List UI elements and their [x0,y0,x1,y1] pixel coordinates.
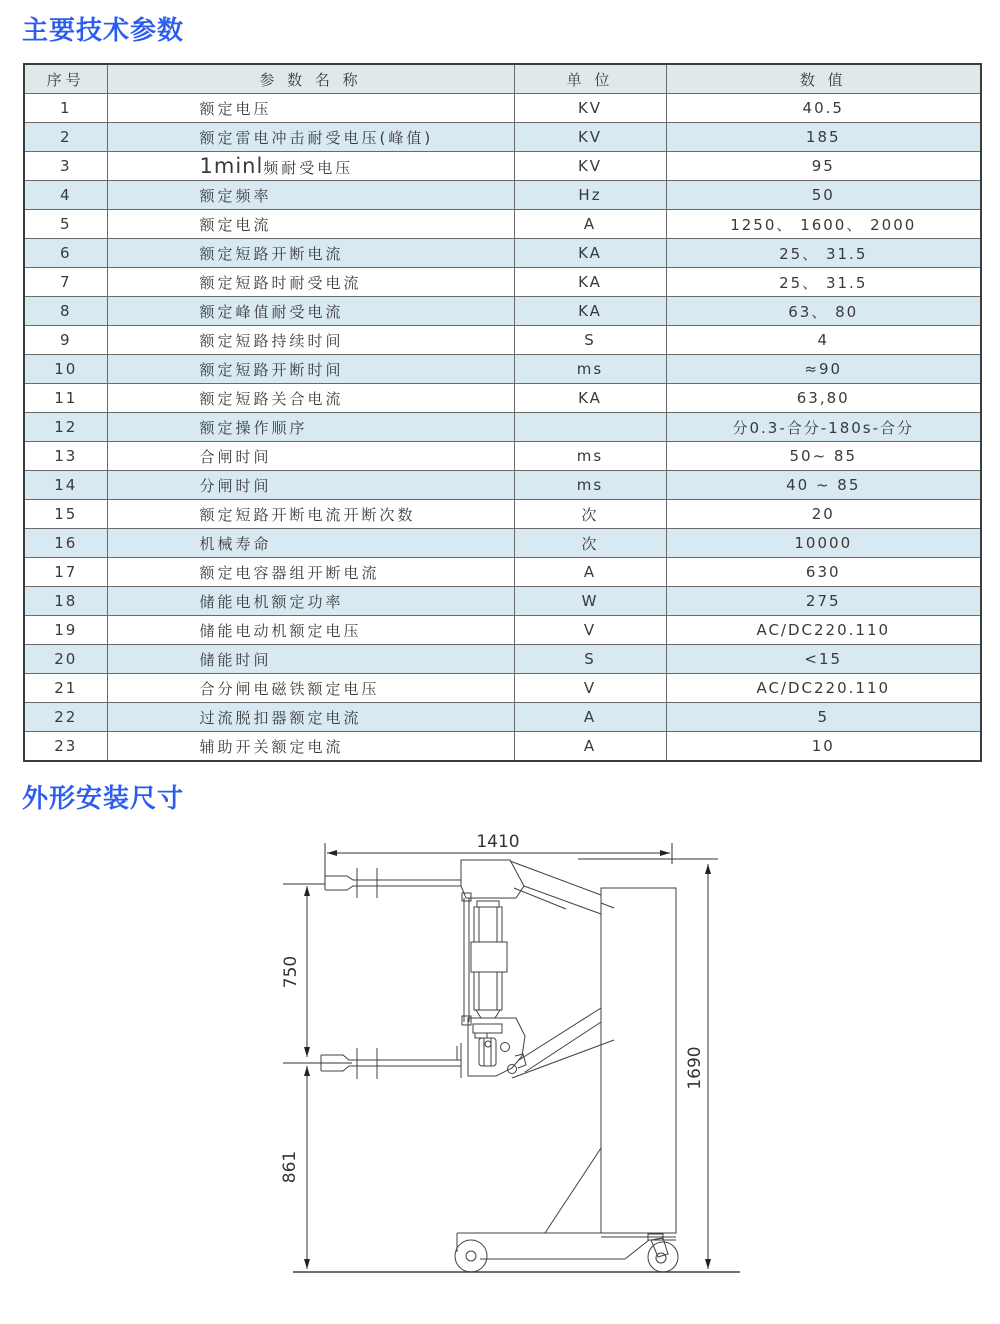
upper-link-arm [510,861,601,895]
cell-value: 630 [666,558,981,587]
table-row [24,558,981,587]
cell-value: ≈90 [666,355,981,384]
frame-rail-block [462,1016,471,1025]
cell-value: 275 [666,587,981,616]
cell-name: 额定频率 [107,181,514,210]
cell-index: 8 [24,297,107,326]
cell-name: 额定峰值耐受电流 [107,297,514,326]
table-row [24,94,981,123]
arrowhead [705,1259,711,1269]
cell-index: 10 [24,355,107,384]
cell-name: 储能电机额定功率 [107,587,514,616]
cabinet [601,888,676,1233]
header-value: 数 值 [666,64,981,94]
table-row [24,732,981,762]
cell-unit: V [514,616,666,645]
table-row [24,703,981,732]
cell-unit: W [514,587,666,616]
cell-name: 机械寿命 [107,529,514,558]
table-row [24,384,981,413]
cell-value: 分0.3-合分-180s-合分 [666,413,981,442]
header-name: 参 数 名 称 [107,64,514,94]
cell-value: 10 [666,732,981,762]
cell-unit: ms [514,355,666,384]
cell-unit: ms [514,442,666,471]
cell-unit: KV [514,123,666,152]
table-row [24,529,981,558]
insulator-lower [474,972,502,1010]
cell-index: 14 [24,471,107,500]
cell-name: 额定短路持续时间 [107,326,514,355]
cell-value: 63、 80 [666,297,981,326]
cell-value: 20 [666,500,981,529]
arrowhead [304,886,310,896]
header-index: 序号 [24,64,107,94]
parameters-table [23,63,982,762]
top-arm-upper-edge [325,876,461,880]
cell-unit: KA [514,239,666,268]
mechanism-notch [475,1033,487,1038]
cell-unit: 次 [514,500,666,529]
arrowhead [304,1259,310,1269]
cell-index: 6 [24,239,107,268]
arrowhead [705,864,711,874]
table-row [24,413,981,442]
header-unit: 单 位 [514,64,666,94]
cell-unit: A [514,732,666,762]
dimension-labels [280,832,705,1183]
table-row [24,210,981,239]
cell-value: 1250、 1600、 2000 [666,210,981,239]
cell-index: 7 [24,268,107,297]
cell-name: 辅助开关额定电流 [107,732,514,762]
insulator-middle-flange [471,942,507,972]
cell-name: 额定雷电冲击耐受电压(峰值) [107,123,514,152]
cell-value: 5 [666,703,981,732]
cell-unit: ms [514,471,666,500]
table-row [24,181,981,210]
table-row [24,645,981,674]
dim-label-861: 861 [280,1150,300,1184]
cell-index: 23 [24,732,107,762]
cell-unit: A [514,703,666,732]
cell-unit: KA [514,297,666,326]
frame-rail-block [462,893,471,901]
cell-value: AC/DC220.110 [666,674,981,703]
cell-index: 18 [24,587,107,616]
cell-index: 19 [24,616,107,645]
table-row [24,152,981,181]
cell-unit: S [514,326,666,355]
front-wheel [455,1240,487,1272]
cell-unit: Hz [514,181,666,210]
cell-name: 额定电流 [107,210,514,239]
cell-value: 40.5 [666,94,981,123]
cell-name: 过流脱扣器额定电流 [107,703,514,732]
cell-index: 22 [24,703,107,732]
table-row [24,123,981,152]
lower-link-arm-inner [512,1040,614,1078]
section-title-main-parameters: 主要技术参数 [22,16,185,46]
mechanism-pin [501,1043,510,1052]
arrowhead [304,1066,310,1076]
cell-value: 40 ~ 85 [666,471,981,500]
cell-name: 额定短路时耐受电流 [107,268,514,297]
insulator-cap [477,901,499,907]
cell-name: 额定电压 [107,94,514,123]
mechanism-pivot [508,1065,517,1074]
cell-name: 额定短路关合电流 [107,384,514,413]
cell-name: 额定短路开断电流开断次数 [107,500,514,529]
rear-wheel [648,1242,678,1272]
cell-value: 25、 31.5 [666,239,981,268]
upper-housing [461,860,524,898]
cell-name: 额定短路开断电流 [107,239,514,268]
upper-link-stub [601,903,614,908]
cell-index: 3 [24,152,107,181]
params-table-body [24,94,981,762]
cell-index: 20 [24,645,107,674]
front-wheel-hub [466,1251,476,1261]
cell-value: 50 [666,181,981,210]
cell-value: 185 [666,123,981,152]
cell-index: 4 [24,181,107,210]
cell-unit: S [514,645,666,674]
insulator-upper [474,907,502,942]
caster-bracket [651,1238,668,1257]
insulator-taper [476,1010,500,1018]
cell-index: 9 [24,326,107,355]
section-title-outline-dimensions: 外形安装尺寸 [22,784,185,814]
cell-value: AC/DC220.110 [666,616,981,645]
rear-wheel-hub [656,1253,666,1263]
cell-index: 16 [24,529,107,558]
arrowhead [660,850,670,856]
dim-label-750: 750 [281,955,301,989]
arrowhead [327,850,337,856]
header-row [24,64,981,94]
cell-name: 合闸时间 [107,442,514,471]
cell-value: <15 [666,645,981,674]
cell-name: 额定操作顺序 [107,413,514,442]
bottom-arm-lower-edge [321,1066,461,1071]
cell-index: 21 [24,674,107,703]
cell-name: 储能时间 [107,645,514,674]
cell-value: 63,80 [666,384,981,413]
lower-link-arm [525,1022,601,1072]
cell-unit: A [514,210,666,239]
table-row [24,471,981,500]
table-row [24,297,981,326]
cell-index: 5 [24,210,107,239]
cell-index: 11 [24,384,107,413]
cell-index: 17 [24,558,107,587]
mechanism-plunger [479,1038,496,1066]
arrowhead [304,1047,310,1057]
table-row [24,326,981,355]
table-row [24,355,981,384]
table-row [24,268,981,297]
mechanism-bracket [473,1024,502,1033]
table-row [24,442,981,471]
cell-unit: KA [514,384,666,413]
table-row [24,674,981,703]
cell-name: 额定电容器组开断电流 [107,558,514,587]
table-row [24,616,981,645]
cell-unit: V [514,674,666,703]
cell-name: 储能电动机额定电压 [107,616,514,645]
cell-unit: 次 [514,529,666,558]
support-strut [545,1148,601,1233]
cell-name: 合分闸电磁铁额定电压 [107,674,514,703]
cell-unit: A [514,558,666,587]
cell-name: 额定短路开断时间 [107,355,514,384]
cell-value: 50~ 85 [666,442,981,471]
outline-dimension-drawing [270,820,750,1290]
chassis-slope [625,1240,649,1259]
cell-value: 25、 31.5 [666,268,981,297]
cell-value: 10000 [666,529,981,558]
cell-index: 2 [24,123,107,152]
name-prefix: 1minl [199,154,264,178]
dim-label-1690: 1690 [685,1046,705,1090]
cell-unit [514,413,666,442]
cell-index: 1 [24,94,107,123]
cell-unit: KV [514,152,666,181]
cell-value: 95 [666,152,981,181]
cell-value: 4 [666,326,981,355]
cell-name: 1minl频耐受电压 [107,152,514,181]
cell-unit: KV [514,94,666,123]
dim-label-1410: 1410 [476,832,520,852]
table-header [24,64,981,94]
cell-unit: KA [514,268,666,297]
table-row [24,500,981,529]
breaker-outline [293,860,740,1272]
cell-name: 分闸时间 [107,471,514,500]
lower-link-arm [519,1008,601,1060]
top-arm-lower-edge [325,886,461,890]
cell-index: 15 [24,500,107,529]
mechanism-pin [485,1041,491,1047]
table-row [24,587,981,616]
bottom-arm-upper-edge [321,1055,461,1060]
table-row [24,239,981,268]
cell-index: 12 [24,413,107,442]
cell-index: 13 [24,442,107,471]
